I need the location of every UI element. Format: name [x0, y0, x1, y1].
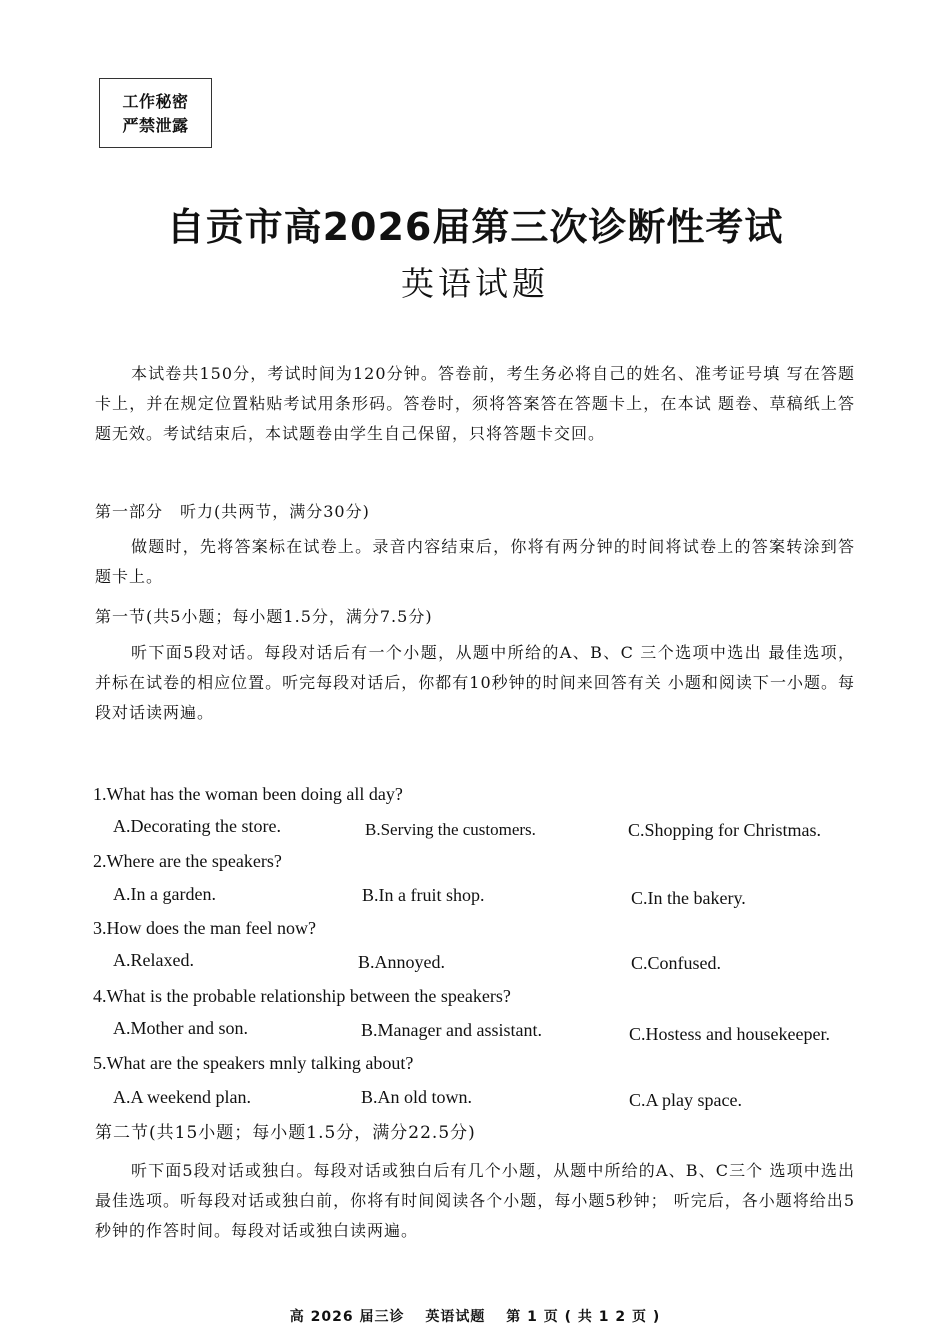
question-2: 2.Where are the speakers?: [93, 851, 282, 871]
exam-instructions: 本试卷共150分，考试时间为120分钟。答卷前，考生务必将自己的姓名、准考证号填 写在答题卡上，并在规定位置粘贴考试用条形码。答卷时，须将答案答在答题卡上，在本试 题卷、草稿纸上答题无效。考试结束后，本试题卷由学生自己保留，只将答题卡交回。: [95, 364, 855, 443]
q1-option-a: A.Decorating the store.: [113, 816, 281, 836]
section2-note: 听下面5段对话或独白。每段对话或独白后有几个小题，从题中所给的A、B、C三个 选项中选出最佳选项。听每段对话或独白前，你将有时间阅读各个小题，每小题5秒钟； 听完后，各小题将给出5秒钟的作答时间。每段对话或独白读两遍。: [95, 1161, 855, 1240]
q1-option-c: C.Shopping for Christmas.: [628, 820, 822, 840]
stamp-line-1: 工作秘密: [122, 92, 189, 111]
q4-option-a: A.Mother and son.: [113, 1018, 248, 1038]
question-4: 4.What is the probable relationship between the speakers?: [93, 986, 511, 1006]
q4-option-c: C.Hostess and housekeeper.: [629, 1024, 830, 1044]
part1-note: 做题时，先将答案标在试卷上。录音内容结束后，你将有两分钟的时间将试卷上的答案转涂到答题卡上。: [95, 537, 855, 586]
q4-option-b: B.Manager and assistant.: [361, 1020, 542, 1040]
section1-heading: 第一节(共5小题；每小题1.5分，满分7.5分): [95, 607, 433, 626]
q3-option-c: C.Confused.: [631, 953, 721, 973]
q3-option-b: B.Annoyed.: [358, 952, 445, 972]
part1-heading: 第一部分 听力(共两节，满分30分): [95, 502, 370, 521]
question-3: 3.How does the man feel now?: [93, 918, 316, 938]
confidential-stamp: [99, 78, 212, 148]
q2-option-a: A.In a garden.: [113, 884, 216, 904]
exam-subtitle: 英语试题: [401, 264, 549, 303]
page-footer: 高 2026 届三诊 英语试题 第 1 页 ( 共 1 2 页 ): [289, 1309, 661, 1325]
section1-note: 听下面5段对话。每段对话后有一个小题，从题中所给的A、B、C 三个选项中选出 最佳选项，并标在试卷的相应位置。听完每段对话后，你都有10秒钟的时间来回答有关 小题和阅读下一小题。每段对话读两遍。: [95, 643, 855, 722]
stamp-line-2: 严禁泄露: [122, 116, 189, 135]
exam-title: 自贡市高2026届第三次诊断性考试: [166, 205, 784, 249]
q3-option-a: A.Relaxed.: [113, 950, 194, 970]
question-5: 5.What are the speakers mnly talking about?: [93, 1053, 414, 1073]
q5-option-a: A.A weekend plan.: [113, 1087, 251, 1107]
section2-heading: 第二节(共15小题；每小题1.5分，满分22.5分): [95, 1123, 476, 1143]
q2-option-c: C.In the bakery.: [631, 888, 746, 908]
q1-option-b: B.Serving the customers.: [365, 820, 536, 839]
q5-option-c: C.A play space.: [629, 1090, 742, 1110]
question-1: 1.What has the woman been doing all day?: [93, 784, 403, 804]
q2-option-b: B.In a fruit shop.: [362, 885, 485, 905]
q5-option-b: B.An old town.: [361, 1087, 473, 1107]
